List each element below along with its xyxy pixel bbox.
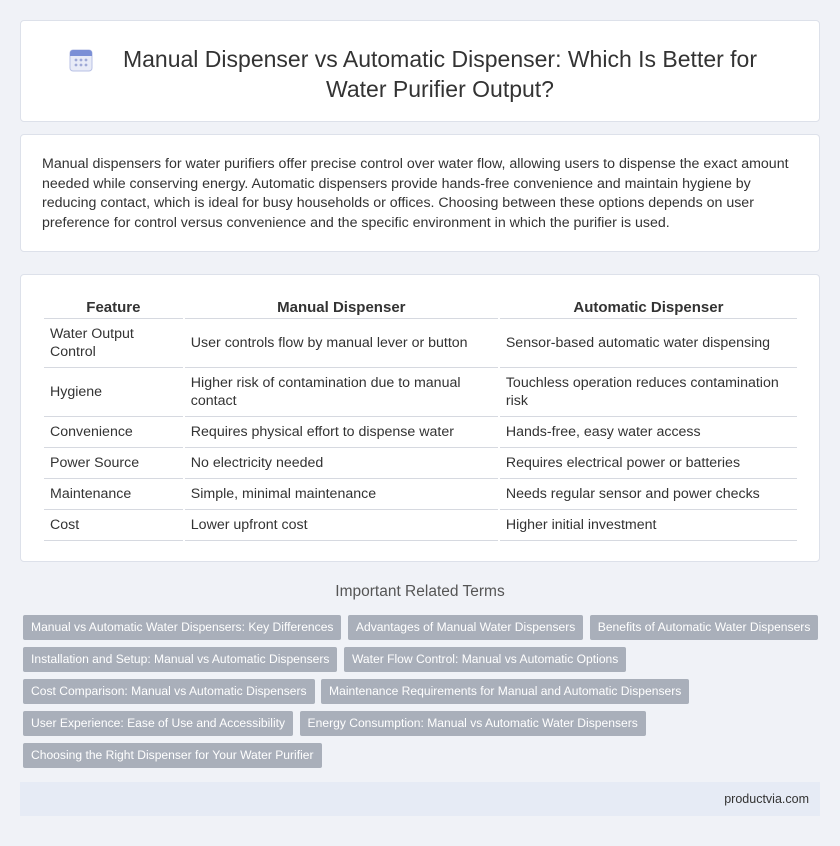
header-card — [20, 20, 820, 122]
footer — [20, 782, 820, 816]
table-header-automatic: Automatic Dispenser — [500, 297, 797, 319]
related-term-tag[interactable]: User Experience: Ease of Use and Accessibility — [23, 711, 293, 736]
intro-card — [20, 134, 820, 252]
table-cell-automatic: Sensor-based automatic water dispensing — [500, 319, 797, 368]
table-cell-manual: User controls flow by manual lever or button — [185, 319, 498, 368]
related-term-tag[interactable]: Energy Consumption: Manual vs Automatic Water Dispensers — [300, 711, 646, 736]
table-cell-manual: Higher risk of contamination due to manual contact — [185, 368, 498, 417]
table-cell-manual: Lower upfront cost — [185, 510, 498, 541]
related-terms-heading: Important Related Terms — [335, 583, 505, 600]
table-row — [44, 319, 797, 368]
table-cell-automatic: Needs regular sensor and power checks — [500, 479, 797, 510]
table-cell-automatic: Higher initial investment — [500, 510, 797, 541]
intro-paragraph: Manual dispensers for water purifiers offer precise control over water flow, allowing users to dispense the exact amount needed while conserving energy. Automatic dispensers provide hands-free convenience and maintain hygiene by reducing contact, which is ideal for busy households or offices. Choosing between these options depends on user preference for control versus convenience and the specific environment in which the purifier is used. — [42, 156, 789, 231]
related-term-tag[interactable]: Choosing the Right Dispenser for Your Water Purifier — [23, 743, 322, 768]
table-cell-manual: Simple, minimal maintenance — [185, 479, 498, 510]
related-term-tag[interactable]: Cost Comparison: Manual vs Automatic Dispensers — [23, 679, 315, 704]
table-row — [44, 510, 797, 541]
related-term-tag[interactable]: Manual vs Automatic Water Dispensers: Key Differences — [23, 615, 341, 640]
table-row — [44, 448, 797, 479]
related-terms-list — [23, 615, 823, 775]
comparison-table — [42, 297, 799, 541]
page-title: Manual Dispenser vs Automatic Dispenser: Which Is Better for Water Purifier Output? — [122, 46, 758, 102]
table-cell-feature: Water Output Control — [44, 319, 183, 368]
comparison-card — [20, 274, 820, 562]
table-cell-manual: Requires physical effort to dispense water — [185, 417, 498, 448]
table-row — [44, 417, 797, 448]
related-term-tag[interactable]: Maintenance Requirements for Manual and Automatic Dispensers — [321, 679, 689, 704]
table-row — [44, 479, 797, 510]
table-cell-feature: Cost — [44, 510, 183, 541]
table-cell-feature: Maintenance — [44, 479, 183, 510]
related-term-tag[interactable]: Benefits of Automatic Water Dispensers — [590, 615, 819, 640]
table-cell-manual: No electricity needed — [185, 448, 498, 479]
footer-site-link[interactable]: productvia.com — [724, 792, 809, 806]
table-cell-feature: Convenience — [44, 417, 183, 448]
table-cell-automatic: Hands-free, easy water access — [500, 417, 797, 448]
table-cell-feature: Hygiene — [44, 368, 183, 417]
table-cell-automatic: Touchless operation reduces contamination risk — [500, 368, 797, 417]
table-cell-automatic: Requires electrical power or batteries — [500, 448, 797, 479]
table-header-manual: Manual Dispenser — [185, 297, 498, 319]
table-cell-feature: Power Source — [44, 448, 183, 479]
related-term-tag[interactable]: Advantages of Manual Water Dispensers — [348, 615, 583, 640]
table-row — [44, 368, 797, 417]
related-term-tag[interactable]: Installation and Setup: Manual vs Automatic Dispensers — [23, 647, 337, 672]
related-term-tag[interactable]: Water Flow Control: Manual vs Automatic Options — [344, 647, 626, 672]
table-header-feature: Feature — [44, 297, 183, 319]
